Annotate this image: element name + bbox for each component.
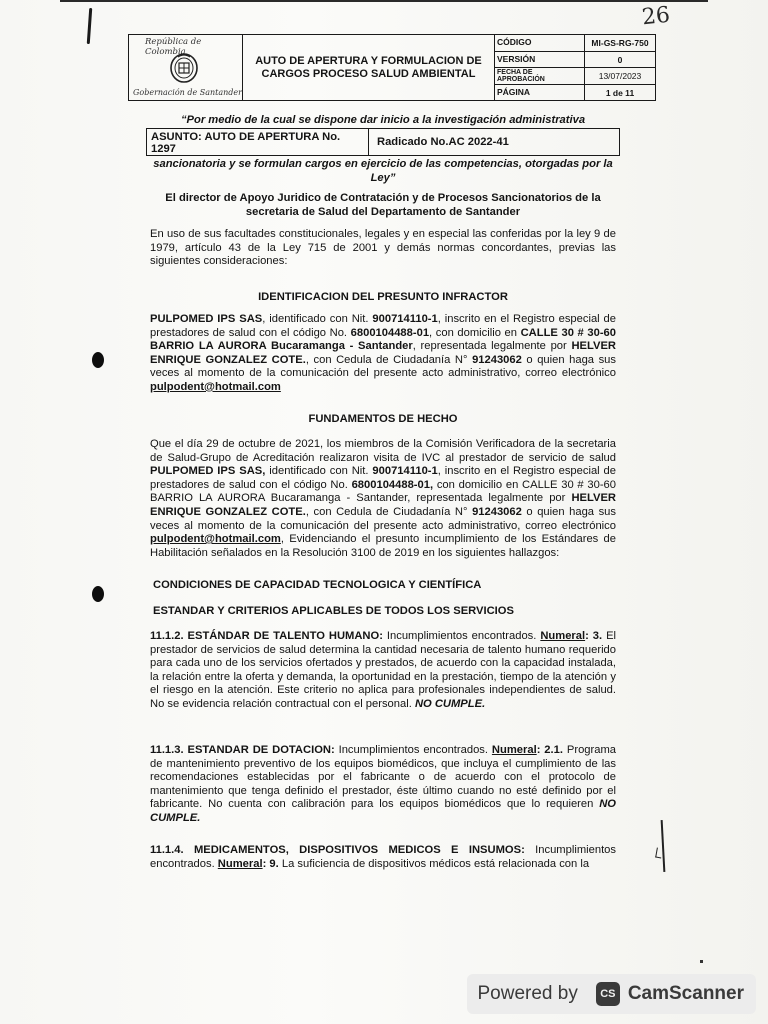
title-line: CARGOS PROCESO SALUD AMBIENTAL xyxy=(261,67,476,80)
text-span: La suficiencia de dispositivos médicos está relacionada con la xyxy=(278,857,590,870)
verdict: NO CUMPLE. xyxy=(150,798,616,824)
text-span: , representada legalmente por xyxy=(412,340,572,353)
director-heading: El director de Apoyo Juridico de Contratación y de Procesos Sancionatorios de la secretaria de Salud del Departamento de Santander xyxy=(165,192,601,218)
identificacion-paragraph xyxy=(150,313,616,395)
meta-value: 13/07/2023 xyxy=(598,71,642,81)
company-name: PULPOMED IPS SAS xyxy=(150,313,263,325)
nit-value: 900714110-1 xyxy=(372,465,438,478)
text-span: Incumplimientos encontrados. xyxy=(334,744,492,756)
verdict: NO CUMPLE. xyxy=(414,697,486,710)
scan-speck xyxy=(700,960,703,963)
meta-value: 1 de 11 xyxy=(605,87,635,98)
facultades-paragraph: En uso de sus facultades constitucionales, legales y en especial las conferidas por la ley 9 de 1979, artículo 43 de la Ley 715 de 2001 y demás normas concordantes, previas las siguientes consideraciones: xyxy=(150,228,616,268)
item-11-1-2 xyxy=(150,630,616,712)
margin-pen-mark xyxy=(661,820,666,872)
email-link[interactable]: pulpodent@hotmail.com xyxy=(150,380,281,393)
numeral-label: Numeral xyxy=(491,744,537,756)
cc-value: 91243062 xyxy=(472,353,522,366)
text-span: o quien haga sus veces al momento de la comunicación del presente acto administrativo, correo electrónico xyxy=(150,505,617,532)
punch-hole xyxy=(92,586,104,602)
meta-key: FECHA DE APROBACIÓN xyxy=(495,68,585,84)
item-11-1-4 xyxy=(150,844,616,871)
intro-quote-continued: sancionatoria y se formulan cargos en ejercicio de las competencias, otorgadas por la Ley” xyxy=(153,158,613,184)
top-edge-line xyxy=(60,0,708,2)
text-span: Incumplimientos encontrados. xyxy=(382,630,541,642)
meta-key: CÓDIGO xyxy=(495,35,585,51)
document-header xyxy=(128,34,656,101)
text-span: , inscrito en el Registro especial de prestadores de salud con el código No. xyxy=(150,465,617,491)
text-span: , identificado con Nit. xyxy=(262,313,373,325)
meta-row-codigo xyxy=(495,35,655,52)
numeral-value: : 2.1. xyxy=(536,744,563,756)
punch-hole xyxy=(92,352,104,368)
text-span: , inscrito en el Registro especial de prestadores de salud con el código No. xyxy=(150,313,617,339)
numeral-value: : 3. xyxy=(585,630,603,642)
representative-name: HELVER ENRIQUE GONZALEZ COTE. xyxy=(150,340,616,366)
document-meta xyxy=(495,35,655,100)
powered-by-text: Powered by xyxy=(477,983,578,1004)
coat-of-arms-icon xyxy=(166,51,202,85)
camscanner-brand: CamScanner xyxy=(627,983,744,1004)
numeral-label: Numeral xyxy=(540,630,586,642)
gobernacion-logo xyxy=(129,35,243,100)
codigo-value: 6800104488-01 xyxy=(350,326,430,339)
section-estandar: ESTANDAR Y CRITERIOS APLICABLES DE TODOS LOS SERVICIOS xyxy=(153,605,514,617)
meta-row-pagina xyxy=(495,85,655,101)
subject-box xyxy=(146,128,620,156)
email-link[interactable]: pulpodent@hotmail.com xyxy=(150,533,281,546)
codigo-value: 6800104488-01, xyxy=(351,478,434,491)
meta-key: VERSIÓN xyxy=(495,52,585,68)
radicado-text: Radicado No.AC 2022-41 xyxy=(377,136,509,148)
item-heading: 11.1.2. ESTÁNDAR DE TALENTO HUMANO: xyxy=(150,630,383,642)
text-span: Programa de mantenimiento preventivo de los equipos biomédicos, que incluya el cumplimiento de las recomendaciones establecidas por el fabricante o de acuerdo con el protocolo de mantenimiento que tenga definido el prestador, éste último cuando no esté definido por el fabricante. No cuenta con calibración para los equipos biomédicos que lo requieren xyxy=(150,744,616,811)
numeral-value: : 9. xyxy=(262,857,279,870)
item-heading: 11.1.3. ESTANDAR DE DOTACION: xyxy=(150,744,335,756)
meta-value: 0 xyxy=(617,54,623,65)
gobernacion-text: Gobernación de Santander xyxy=(133,88,242,97)
title-line: AUTO DE APERTURA Y FORMULACION DE xyxy=(255,54,482,67)
camscanner-watermark xyxy=(467,974,756,1014)
cc-value: 91243062 xyxy=(472,505,522,518)
text-span: con domicilio en CALLE 30 # 30-60 BARRIO LA AURORA Bucaramanga - Santander, representada legalmente por xyxy=(150,478,616,505)
item-11-1-3 xyxy=(150,744,616,826)
domicilio-value: CALLE 30 # 30-60 BARRIO LA AURORA Bucaramanga - Santander xyxy=(150,326,616,353)
item-heading: 11.1.4. MEDICAMENTOS, DISPOSITIVOS MEDICOS E INSUMOS: xyxy=(150,844,525,856)
intro-quote: “Por medio de la cual se dispone dar inicio a la investigación administrativa xyxy=(180,114,586,126)
section-condiciones: CONDICIONES DE CAPACIDAD TECNOLOGICA Y CIENTÍFICA xyxy=(153,579,482,591)
camscanner-logo-icon: CS xyxy=(596,982,620,1006)
text-span: identificado con Nit. xyxy=(265,465,373,478)
republica-text: República de Colombia xyxy=(145,37,202,57)
representative-name: HELVER ENRIQUE GONZALEZ COTE. xyxy=(150,492,616,518)
text-span: , Evidenciando el presunto incumplimiento de los Estándares de Habilitación señalados en la Resolución 3100 de 2019 en los siguientes hallazgos: xyxy=(150,533,616,559)
asunto-text: ASUNTO: AUTO DE APERTURA No. 1297 xyxy=(147,129,369,155)
meta-key: PÁGINA xyxy=(495,85,585,101)
meta-row-version xyxy=(495,52,655,69)
company-name: PULPOMED IPS SAS, xyxy=(150,465,266,478)
text-span: , con Cedula de Ciudadanía N° xyxy=(305,505,473,518)
nit-value: 900714110-1 xyxy=(372,313,438,325)
text-span: , con domicilio en xyxy=(429,326,521,339)
meta-row-fecha xyxy=(495,68,655,85)
handwritten-page-number: 26 xyxy=(640,2,672,31)
fundamentos-paragraph xyxy=(150,438,616,560)
text-span: Incumplimientos encontrados. xyxy=(150,844,616,870)
numeral-label: Numeral xyxy=(217,857,263,870)
section-fundamentos: FUNDAMENTOS DE HECHO xyxy=(308,413,458,425)
text-span: Que el día 29 de octubre de 2021, los miembros de la Comisión Verificadora de la secretaria de Salud-Grupo de Acreditación realizaron visita de IVC al prestador de servicio de salud xyxy=(150,438,616,464)
document-title xyxy=(243,35,495,100)
text-span: , con Cedula de Ciudadanía N° xyxy=(305,353,473,366)
meta-value: MI-GS-RG-750 xyxy=(591,38,649,48)
text-span: o quien haga sus veces al momento de la comunicación del presente acto administrativo, correo electrónico xyxy=(150,353,617,380)
section-identificacion: IDENTIFICACION DEL PRESUNTO INFRACTOR xyxy=(258,291,508,303)
text-span: El prestador de servicios de salud determina la cantidad necesaria de talento humano requerido para cada uno de los servicios ofertados y prestados, de acuerdo con la capacidad instalada, la relación entre la oferta y demanda, la oportunidad en la prestación, tiempo de la atención y el riesgo en la atención. Este criterio no aplica para profesionales independientes de salud. No se evidencia relación contractual con el personal. xyxy=(150,630,617,710)
pen-mark xyxy=(87,8,93,44)
